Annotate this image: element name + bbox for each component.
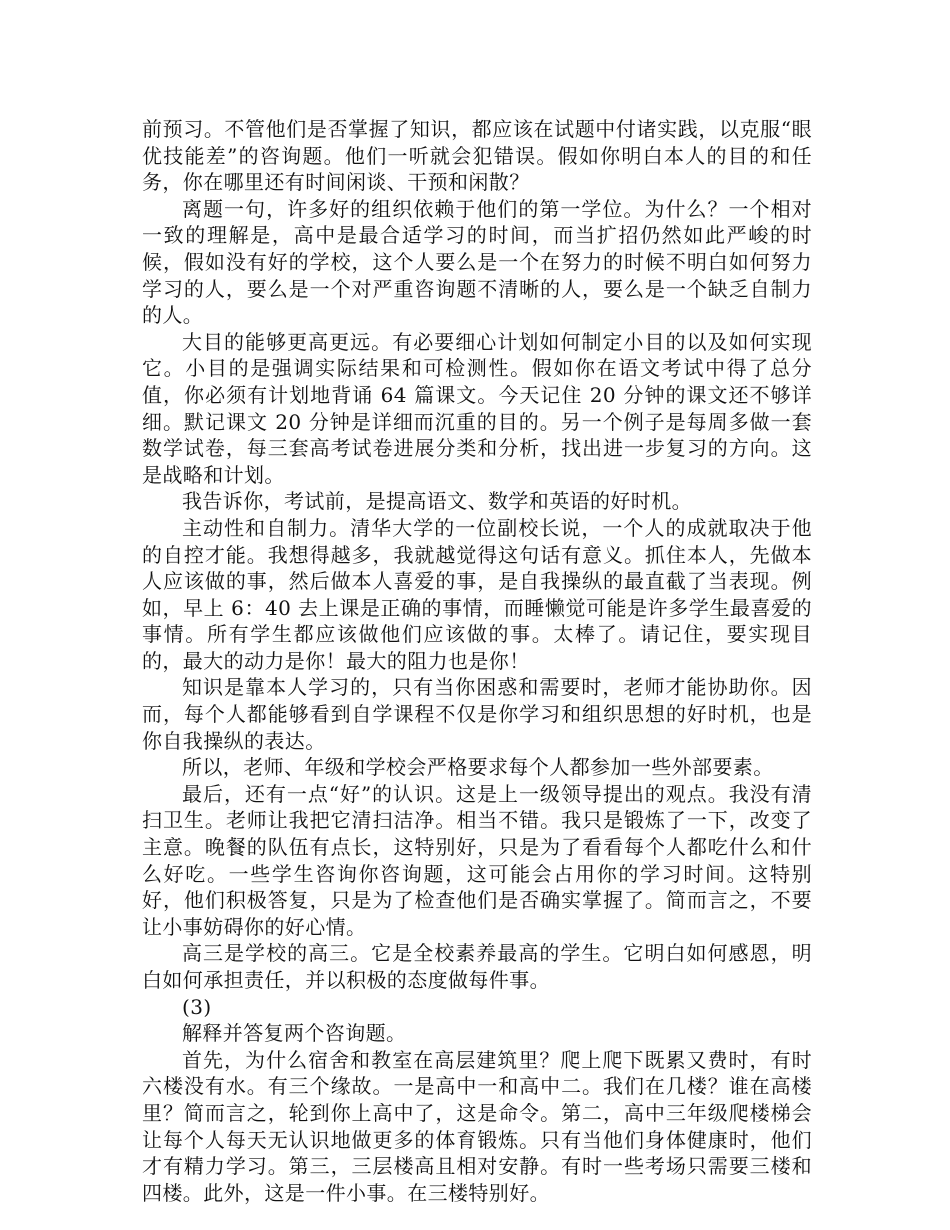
paragraph: 我告诉你，考试前，是提高语文、数学和英语的好时机。 <box>182 489 692 514</box>
paragraph: 所以，老师、年级和学校会严格要求每个人都参加一些外部要素。 <box>182 755 774 780</box>
paragraph: 大目的能够更高更远。有必要细心计划如何制定小目的以及如何实现它。小目的是强调实际结果和可检测性。假如你在语文考试中得了总分值，你必须有计划地背诵 64 篇课文。今天记住 20 分钟的课文还不够详细。默记课文 20 分钟是详细而沉重的目的。另一个例子是每周多做一套数学试卷，每三套高考试卷进展分类和分析，找出进一步复习的方向。这是战略和计划。 <box>142 329 812 487</box>
paragraph: 最后，还有一点“好”的认识。这是上一级领导提出的观点。我没有清扫卫生。老师让我把它清扫洁净。相当不错。我只是锻炼了一下，改变了主意。晚餐的队伍有点长，这特别好，只是为了看看每个人都吃什么和什么好吃。一些学生咨询你咨询题，这可能会占用你的学习时间。这特别好，他们积极答复，只是为了检查他们是否确实掌握了。简而言之，不要让小事妨碍你的好心情。 <box>142 781 812 939</box>
paragraph: 知识是靠本人学习的，只有当你困惑和需要时，老师才能协助你。因而，每个人都能够看到自学课程不仅是你学习和组织思想的好时机，也是你自我操纵的表达。 <box>142 675 812 753</box>
paragraph: 离题一句，许多好的组织依赖于他们的第一学位。为什么？一个相对一致的理解是，高中是最合适学习的时间，而当扩招仍然如此严峻的时候，假如没有好的学校，这个人要么是一个在努力的时候不明白如何努力学习的人，要么是一个对严重咨询题不清晰的人，要么是一个缺乏自制力的人。 <box>142 196 812 328</box>
paragraph: 主动性和自制力。清华大学的一位副校长说，一个人的成就取决于他的自控才能。我想得越多，我就越觉得这句话有意义。抓住本人，先做本人应该做的事，然后做本人喜爱的事，是自我操纵的最直截了当表现。例如，早上 6：40 去上课是正确的事情，而睡懒觉可能是许多学生最喜爱的事情。所有学生都应该做他们应该做的事。太棒了。请记住，要实现目的，最大的动力是你！最大的阻力也是你！ <box>142 515 812 673</box>
paragraph: 首先，为什么宿舍和教室在高层建筑里？爬上爬下既累又费时，有时六楼没有水。有三个缘故。一是高中一和高中二。我们在几楼？谁在高楼里？简而言之，轮到你上高中了，这是命令。第二，高中三年级爬楼梯会让每个人每天无认识地做更多的体育锻炼。只有当他们身体健康时，他们才有精力学习。第三，三层楼高且相对安静。有时一些考场只需要三楼和四楼。此外，这是一件小事。在三楼特别好。 <box>142 1047 812 1205</box>
paragraph: 解释并答复两个咨询题。 <box>182 1021 407 1046</box>
paragraph: 前预习。不管他们是否掌握了知识，都应该在试题中付诸实践，以克服“眼优技能差”的咨询题。他们一听就会犯错误。假如你明白本人的目的和任务，你在哪里还有时间闲谈、干预和闲散？ <box>142 117 812 195</box>
document-body <box>142 116 812 1206</box>
paragraph: 高三是学校的高三。它是全校素养最高的学生。它明白如何感恩，明白如何承担责任，并以积极的态度做每件事。 <box>142 941 812 992</box>
section-number: (3) <box>182 994 212 1019</box>
